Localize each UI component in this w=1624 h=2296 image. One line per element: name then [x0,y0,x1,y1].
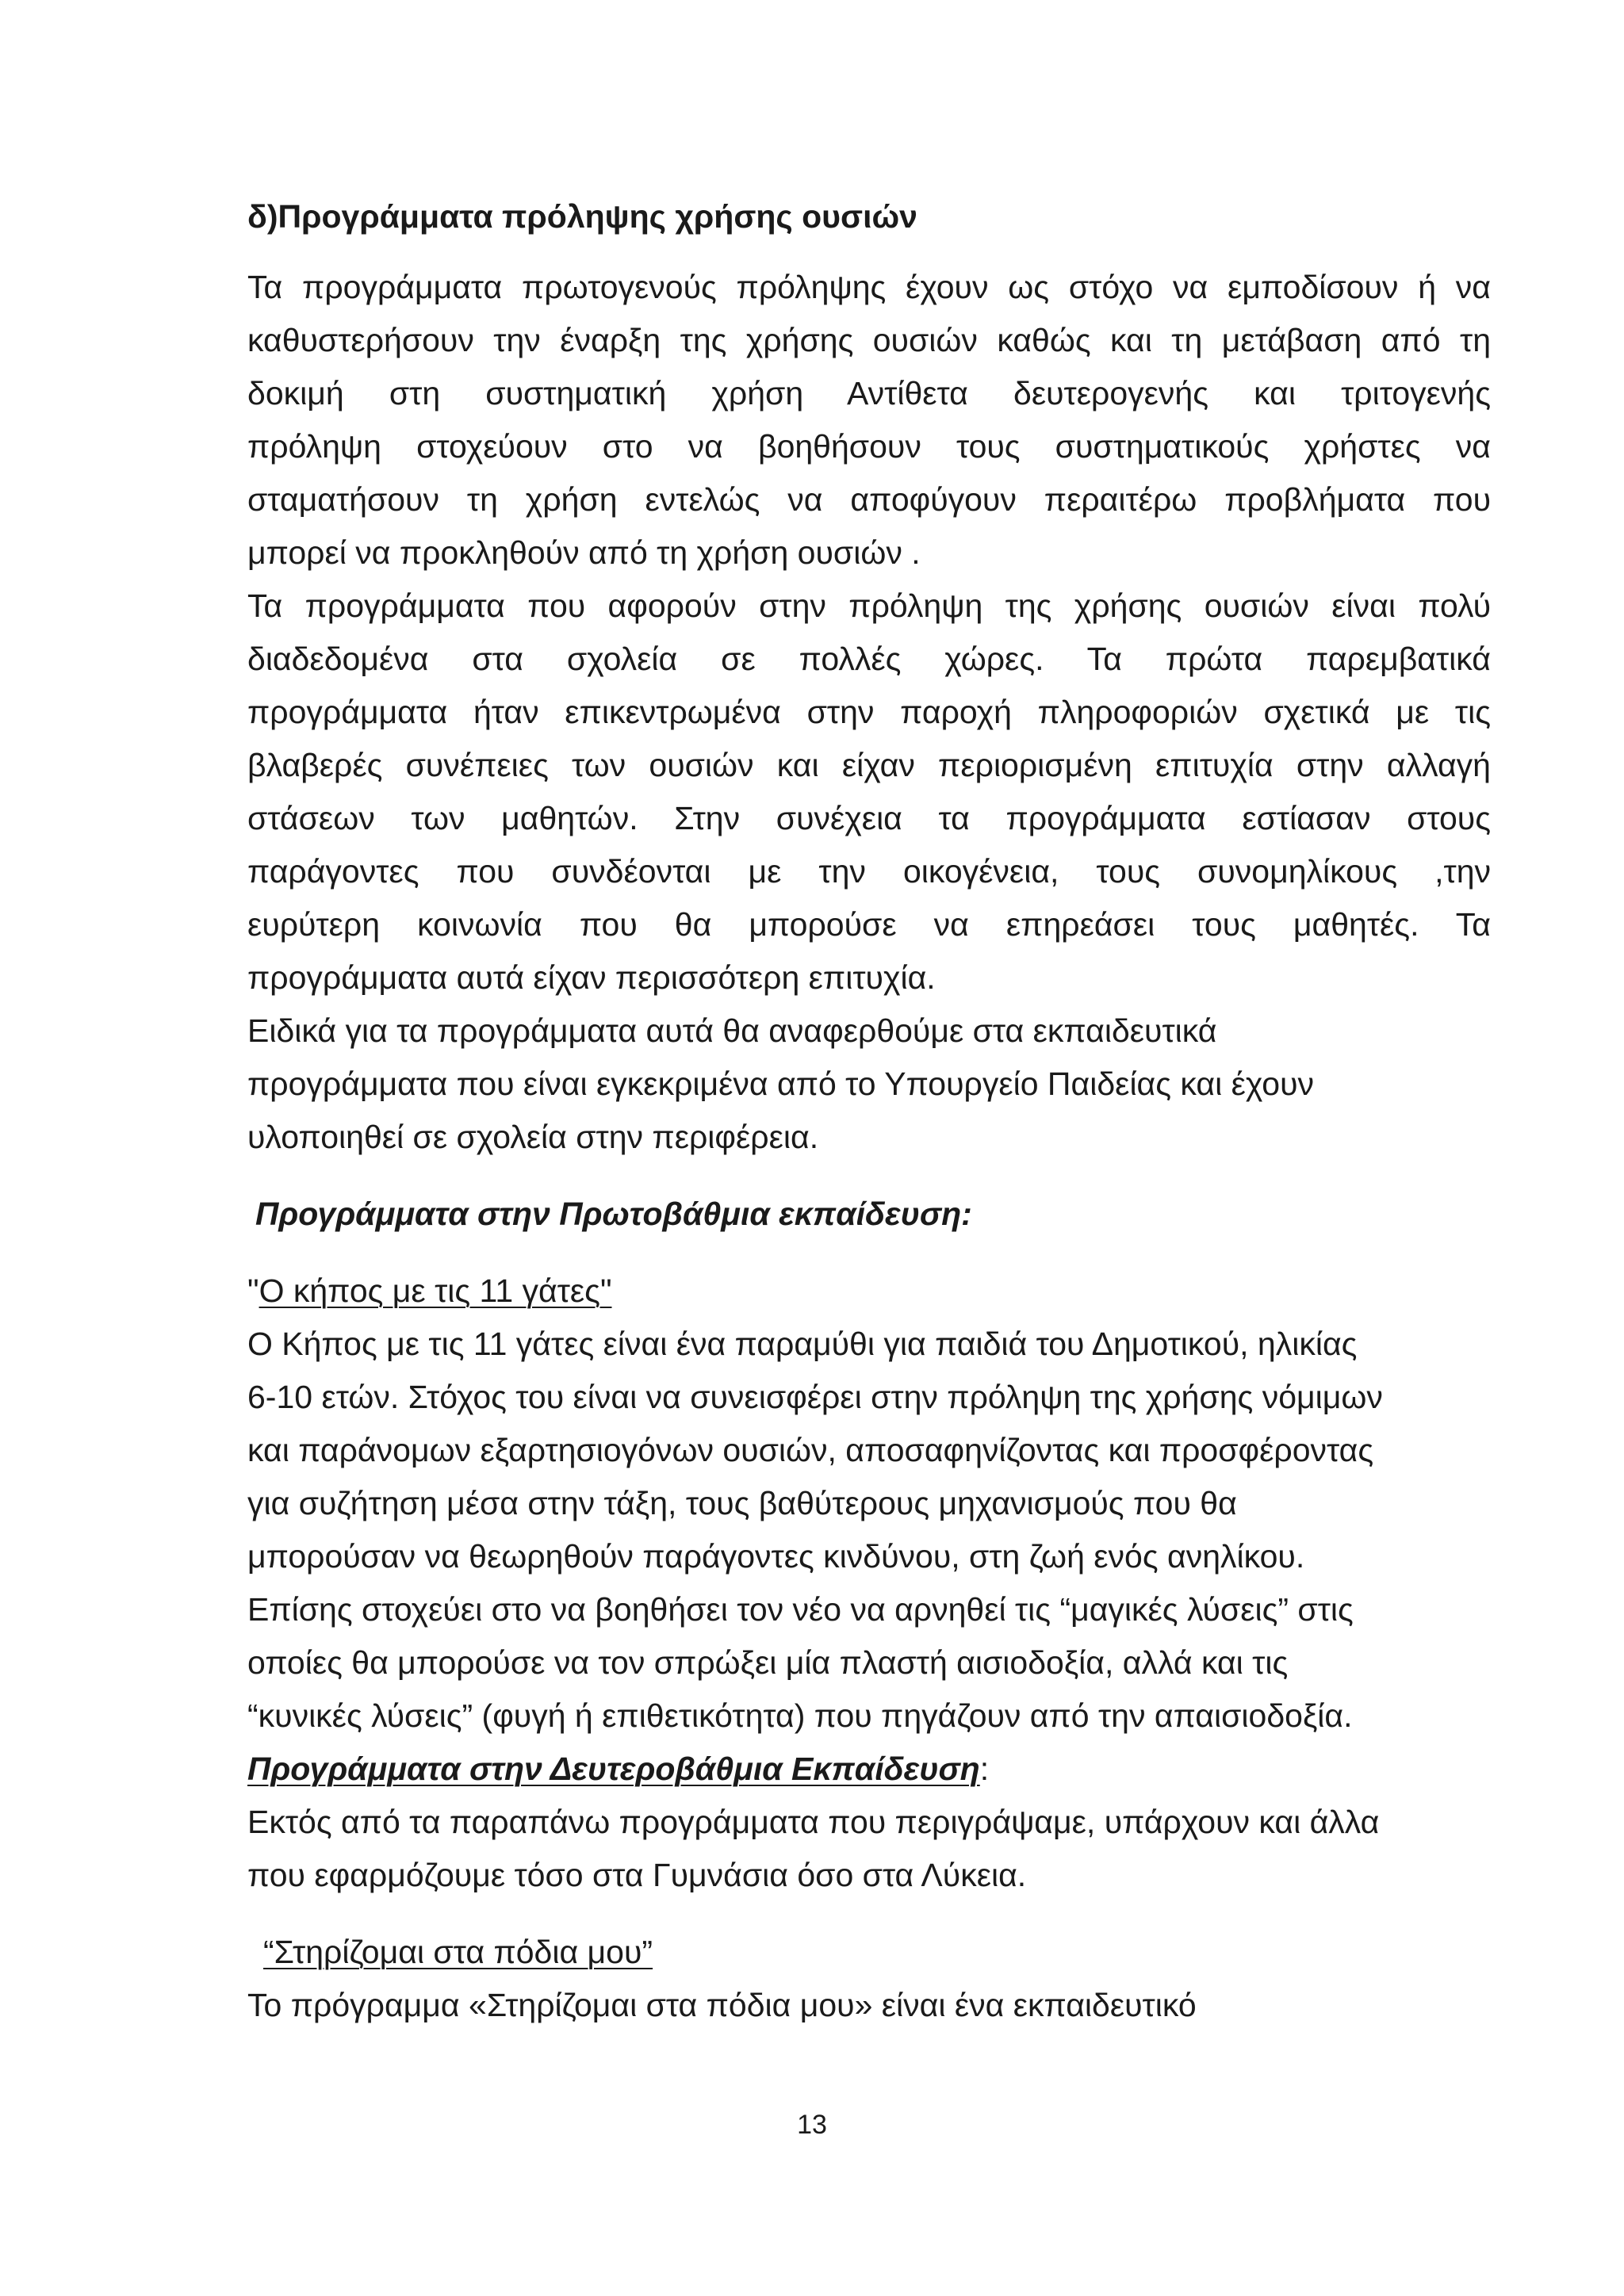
text-line: οποίες θα μπορούσε να τον σπρώξει μία πλαστή αισιοδοξία, αλλά και τις [247,1644,1289,1681]
paragraph-prevention-intro [247,261,1491,580]
text-line: Τα προγράμματα πρωτογενούς πρόληψης έχουν ως στόχο να εμποδίσουν ή να [247,269,1491,305]
secondary-education-heading [247,1743,1491,1796]
text-line: Επίσης στοχεύει στο να βοηθήσει τον νέο να αρνηθεί τις “μαγικές λύσεις” στις [247,1591,1354,1628]
text-line: ευρύτερη κοινωνία που θα μπορούσε να επηρεάσει τους μαθητές. Τα [247,906,1491,943]
text-line: παράγοντες που συνδέονται με την οικογένεια, τους συνομηλίκους ,την [247,853,1491,890]
text-line: για συζήτηση μέσα στην τάξη, τους βαθύτερους μηχανισμούς που θα [247,1485,1237,1521]
text-line: δοκιμή στη συστηματική χρήση Αντίθετα δευτερογενής και τριτογενής [247,375,1491,411]
text-line: “κυνικές λύσεις” (φυγή ή επιθετικότητα) που πηγάζουν από την απαισιοδοξία. [247,1697,1353,1734]
text-line: σταματήσουν τη χρήση εντελώς να αποφύγουν περαιτέρω προβλήματα που [247,481,1491,518]
text-line: στάσεων των μαθητών. Στην συνέχεια τα προγράμματα εστίασαν στους [247,800,1491,836]
text-line: μπορούσαν να θεωρηθούν παράγοντες κινδύνου, στη ζωή ενός ανηλίκου. [247,1538,1305,1575]
program-title-text: “Στηρίζομαι στα πόδια μου” [263,1934,653,1970]
secondary-heading-text: Προγράμματα στην Δευτεροβάθμια Εκπαίδευση [247,1751,980,1787]
text-line: Ειδικά για τα προγράμματα αυτά θα αναφερθούμε στα εκπαιδευτικά [247,1012,1217,1049]
paragraph-garden-program [247,1318,1491,1743]
primary-education-heading: Προγράμματα στην Πρωτοβάθμια εκπαίδευση: [255,1196,972,1232]
text-line: Εκτός από τα παραπάνω προγράμματα που περιγράψαμε, υπάρχουν και άλλα [247,1804,1380,1840]
text-line: πρόληψη στοχεύουν στο να βοηθήσουν τους συστηματικούς χρήστες να [247,428,1491,465]
text-line: προγράμματα που είναι εγκεκριμένα από το Υπουργείο Παιδείας και έχουν [247,1066,1315,1102]
text-line: Ο Κήπος με τις 11 γάτες είναι ένα παραμύθι για παιδιά του Δημοτικού, ηλικίας [247,1326,1358,1362]
text-line: που εφαρμόζουμε τόσο στα Γυμνάσια όσο στα Λύκεια. [247,1857,1027,1893]
text-line: και παράνομων εξαρτησιογόνων ουσιών, αποσαφηνίζοντας και προσφέροντας [247,1432,1374,1468]
text-line: Το πρόγραμμα «Στηρίζομαι στα πόδια μου» είναι ένα εκπαιδευτικό [247,1987,1197,2023]
text-line: Τα προγράμματα που αφορούν στην πρόληψη της χρήσης ουσιών είναι πολύ [247,587,1491,624]
program-title-garden [247,1265,1491,1318]
text-line: προγράμματα ήταν επικεντρωμένα στην παροχή πληροφοριών σχετικά με τις [247,694,1491,730]
paragraph-approved-programs [247,1004,1491,1164]
section-title: δ)Προγράμματα πρόληψης χρήσης ουσιών [247,198,917,235]
text-line: προγράμματα αυτά είχαν περισσότερη επιτυχία. [247,959,936,996]
paragraph-school-programs [247,580,1491,1004]
text-line: υλοποιηθεί σε σχολεία στην περιφέρεια. [247,1119,819,1155]
text-line: καθυστερήσουν την έναρξη της χρήσης ουσιών καθώς και τη μετάβαση από τη [247,322,1491,358]
page-number: 13 [797,2110,827,2140]
text-line: βλαβερές συνέπειες των ουσιών και είχαν περιορισμένη επιτυχία στην αλλαγή [247,747,1491,783]
secondary-heading-colon: : [979,1751,990,1787]
quote-mark: " [247,1272,259,1309]
document-page [247,190,1491,2032]
text-line: 6-10 ετών. Στόχος του είναι να συνεισφέρει στην πρόληψη της χρήσης νόμιμων [247,1379,1383,1415]
text-line: διαδεδομένα στα σχολεία σε πολλές χώρες. Τα πρώτα παρεμβατικά [247,641,1491,677]
program-title-text: Ο κήπος με τις 11 γάτες" [259,1272,612,1309]
text-line: μπορεί να προκληθούν από τη χρήση ουσιών . [247,534,921,571]
program-title-legs [247,1926,1491,1979]
paragraph-secondary-intro [247,1796,1491,1902]
